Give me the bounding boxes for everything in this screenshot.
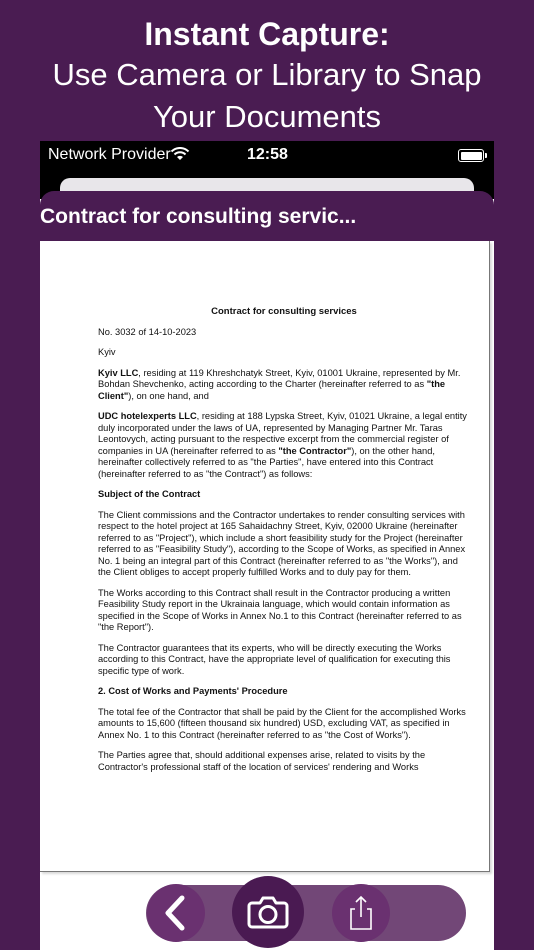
camera-button[interactable] (232, 876, 304, 948)
promo-headline: Instant Capture: (144, 16, 390, 52)
document-city: Kyiv (98, 347, 116, 357)
subject-paragraph-3: The Contractor guarantees that its experts, who will be directly executing the Works according to this Contract, have the appropriate level of qualification for executing this specific type of work. (98, 642, 451, 676)
navigation-bar (40, 191, 494, 241)
bottom-toolbar (146, 876, 466, 950)
cost-paragraph-1: The total fee of the Contractor that shall be paid by the Client for the accomplished Works amounts to 15,600 (fifteen thousand six hundred) USD, excluding VAT, as specified in Annex No. 1 to this Contract (hereinafter referred to as "the Cost of Works"). (98, 706, 466, 740)
share-icon (332, 884, 390, 942)
contractor-alias: "the Contractor" (278, 445, 352, 456)
cost-paragraph-2: The Parties agree that, should additional expenses arise, related to visits by the Contractor's professional staff of the location of services' rendering and Works (98, 750, 426, 772)
subject-paragraph-1: The Client commissions and the Contractor undertakes to render consulting services with respect to the hotel project at 165 Sahaidachny Street, Kyiv, 02000 Ukraine (hereinafter referred to as "Project"), which include a short feasibility study for the Project (hereinafter referred to as "Feasibility Study"), according to the Scope of Works, as specified in Annex No. 1 being an integral part of this Contract (hereinafter referred to as "the Works"), and the Client obliges to accept properly fulfilled Works and to duly pay for them. (98, 509, 466, 577)
wifi-icon (170, 147, 190, 166)
contractor-text: , residing at 188 Lypska Street, Kyiv, 01021 Ukraine, a legal entity duly incorporated under the laws of UA, represented by Managing Partner Mr. Taras Leontovych, acting pursuant to the respective excerpt from the commercial register of companies in UA (hereinafter referred to as (98, 411, 467, 456)
client-name: Kyiv LLC (98, 367, 139, 378)
party-client-paragraph (98, 368, 470, 403)
document-number: No. 3032 of 14-10-2023 (98, 326, 197, 337)
carrier-label: Network Provider (48, 146, 171, 163)
document-preview-area[interactable] (40, 241, 494, 950)
contractor-name: UDC hotelexperts LLC (98, 411, 197, 421)
battery-tip (485, 153, 487, 158)
camera-icon (232, 876, 304, 948)
promo-header (0, 14, 534, 138)
promo-subline-2: Your Documents (152, 99, 382, 134)
document-content (98, 306, 470, 782)
share-button[interactable] (332, 884, 390, 942)
document-title: Contract for consulting services (211, 306, 357, 317)
back-button[interactable] (147, 884, 205, 942)
battery-icon (458, 149, 484, 162)
client-text: , residing at 119 Khreshchatyk Street, Kyiv, 01001 Ukraine, represented by Mr. Bohdan Shevchenko, acting according to the Charter (hereinafter referred to as (98, 367, 461, 389)
screen-title: Contract for consulting servic... (40, 205, 357, 228)
party-contractor-paragraph (98, 411, 470, 480)
document-page (40, 241, 490, 872)
back-icon (147, 884, 205, 942)
clock: 12:58 (247, 146, 288, 163)
section-heading-cost: 2. Cost of Works and Payments' Procedure (98, 686, 288, 696)
promo-subline-1: Use Camera or Library to Snap (52, 57, 482, 92)
client-alias: "the Client" (98, 379, 446, 401)
contractor-tail: ), on the other hand, hereinafter collectively referred to as "the Parties", have entered into this Contract (hereinafter referred to as "the Contract") as follows: (98, 445, 435, 479)
phone-screen (40, 141, 494, 950)
subject-paragraph-2: The Works according to this Contract shall result in the Contractor producing a written Feasibility Study report in the Ukrainaia language, which would contain information as specified in the Scope of Works in Annex No.1 to this Contract (hereinafter referred to as "the Report"). (98, 587, 462, 632)
client-tail: ), on one hand, and (128, 390, 209, 401)
section-heading-subject: Subject of the Contract (98, 489, 201, 499)
